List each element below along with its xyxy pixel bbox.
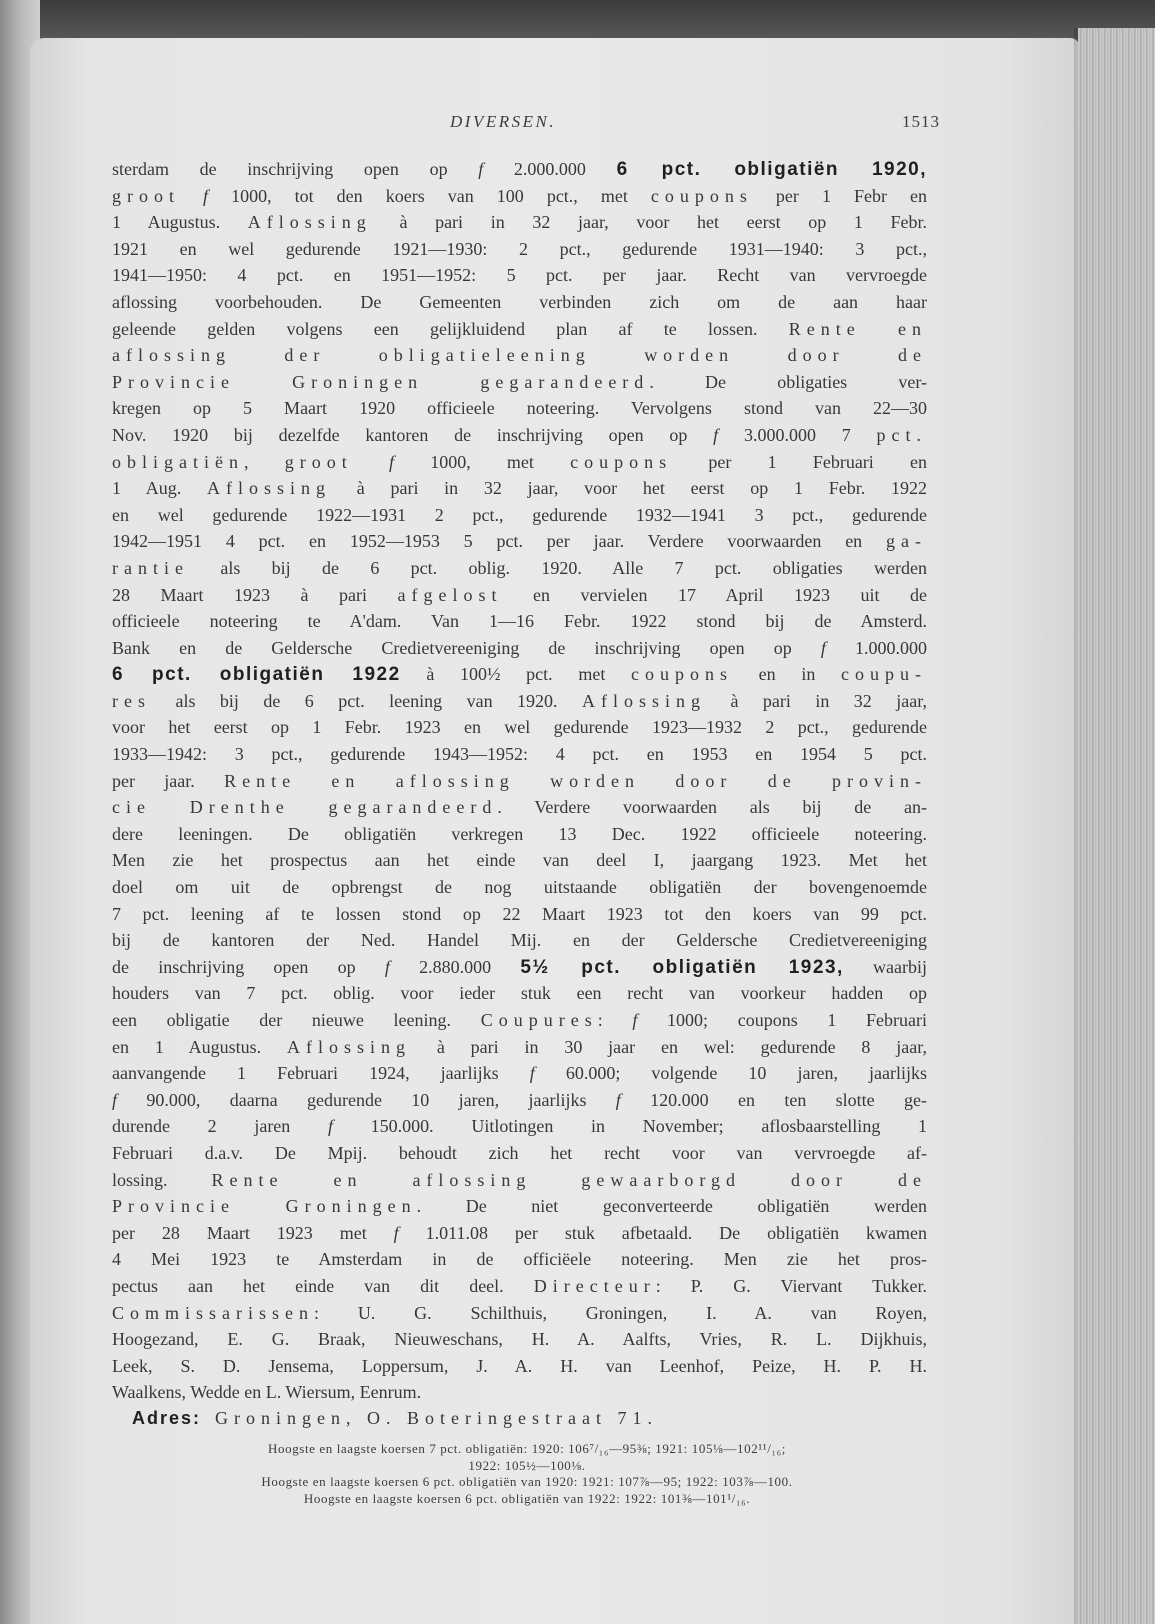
- text-line: [112, 1353, 927, 1380]
- text-segment: en 1 Augustus.: [112, 1036, 288, 1057]
- spaced-emphasis: groot: [284, 451, 353, 472]
- florin-sign: f: [388, 451, 394, 472]
- text-line: [112, 954, 927, 981]
- address-value: Groningen, O. Boteringestraat 71.: [215, 1408, 658, 1428]
- spaced-emphasis: cie Drenthe gegarandeerd: [112, 797, 498, 818]
- spaced-emphasis: coupu-: [841, 664, 927, 685]
- text-line: [112, 1193, 927, 1220]
- text-segment: 150.000. Uitlotingen in November; aflosbaarstelling 1: [333, 1116, 927, 1137]
- spaced-emphasis: Commissarissen: [112, 1302, 315, 1323]
- text-line: [112, 1273, 927, 1300]
- text-line: [112, 582, 927, 609]
- address-label: Adres:: [132, 1408, 202, 1428]
- text-segment: [353, 452, 389, 472]
- text-segment: 1941—1950: 4 pct. en 1951—1952: 5 pct. per jaar. Recht van vervroegde: [112, 265, 927, 286]
- text-line: [112, 874, 927, 901]
- text-segment: 1000, met: [393, 451, 571, 472]
- spaced-emphasis: Directeur: [533, 1275, 656, 1296]
- text-line: [112, 980, 927, 1007]
- text-segment: . Verdere voorwaarden als bij de an-: [497, 797, 928, 818]
- text-line: [112, 794, 927, 821]
- text-segment: Leek, S. D. Jensema, Loppersum, J. A. H. van Leenhof, Peize, H. P. H.: [112, 1355, 927, 1376]
- text-segment: 1000; coupons 1 Februari: [637, 1010, 927, 1030]
- text-segment: . De niet geconverteerde obligatiën werden: [416, 1196, 928, 1217]
- text-line: [112, 1113, 927, 1140]
- address-line: [132, 1405, 932, 1432]
- text-line: [112, 502, 927, 529]
- text-segment: per 28 Maart 1923 met: [112, 1222, 394, 1243]
- text-segment: 120.000 en ten slotte ge-: [620, 1089, 927, 1110]
- spaced-emphasis: Aflossing: [247, 212, 372, 233]
- spaced-emphasis: Aflossing: [582, 690, 707, 711]
- text-line: [112, 475, 927, 502]
- text-line: [112, 1007, 927, 1034]
- text-segment: 1000, tot den koers van 100 pct., met: [208, 185, 651, 206]
- spaced-emphasis: res: [112, 690, 151, 711]
- spaced-emphasis: Provincie Groningen: [112, 1196, 417, 1217]
- footnote-line: Hoogste en laagste koersen 6 pct. obligatiën van 1922: 1922: 101⅜—101¹/₁₆.: [303, 1490, 751, 1506]
- text-segment: waarbij: [843, 956, 927, 977]
- page-number: 1513: [902, 112, 940, 131]
- text-segment: 2.000.000: [483, 159, 617, 179]
- footnote-line: Hoogste en laagste koersen 6 pct. obligatiën van 1920: 1921: 107⅞—95; 1922: 103⅞—100.: [261, 1474, 793, 1489]
- text-line: [112, 289, 927, 316]
- spaced-emphasis: Rente en aflossing worden door de provin-: [224, 770, 927, 791]
- text-segment: 4 Mei 1923 te Amsterdam in de officiëele noteering. Men zie het pros-: [112, 1249, 927, 1270]
- spaced-emphasis: coupons: [650, 185, 753, 206]
- text-segment: 60.000; volgende 10 jaren, jaarlijks: [534, 1063, 928, 1084]
- text-segment: 1921 en wel gedurende 1921—1930: 2 pct., gedurende 1931—1940: 3 pct.,: [112, 238, 927, 259]
- text-segment: à pari in 32 jaar, voor het eerst op 1 Febr.: [371, 212, 927, 233]
- text-line: [112, 183, 927, 210]
- florin-sign: f: [393, 1222, 399, 1243]
- text-segment: dere leeningen. De obligatiën verkregen 13 Dec. 1922 officieele noteering.: [112, 823, 927, 844]
- spaced-emphasis: Rente en: [788, 318, 927, 339]
- spaced-emphasis: obligatiën: [112, 451, 244, 472]
- text-segment: en in: [733, 664, 842, 685]
- text-segment: per jaar.: [112, 770, 225, 791]
- text-segment: kregen op 5 Maart 1920 officieele noteering. Vervolgens stond van 22—30: [112, 398, 927, 419]
- text-line: [112, 342, 927, 369]
- running-head: DIVERSEN.: [450, 112, 557, 131]
- spaced-emphasis: aflossing der obligatieleening worden door de: [112, 345, 927, 366]
- text-segment: bij de kantoren der Ned. Handel Mij. en der Geldersche Credietvereeniging: [112, 930, 927, 951]
- spaced-emphasis: coupons: [570, 451, 673, 472]
- text-segment: per 1 Februari en: [672, 451, 928, 472]
- text-line: [112, 927, 927, 954]
- text-segment: à pari in 32 jaar,: [706, 690, 927, 711]
- text-segment: Februari d.a.v. De Mpij. behoudt zich het recht voor van vervroegde af-: [112, 1142, 927, 1163]
- text-segment: Hoogezand, E. G. Braak, Nieuweschans, H. A. Aalfts, Vries, R. L. Dijkhuis,: [112, 1329, 927, 1350]
- text-segment: Nov. 1920 bij dezelfde kantoren de inschrijving open op: [112, 424, 714, 445]
- text-segment: 28 Maart 1923 à pari: [112, 584, 398, 605]
- text-segment: voor het eerst op 1 Febr. 1923 en wel gedurende 1923—1932 2 pct., gedurende: [112, 717, 927, 738]
- text-segment: sterdam de inschrijving open op: [112, 159, 479, 179]
- text-line: [112, 1060, 927, 1087]
- florin-sign: f: [384, 956, 390, 977]
- text-line: [112, 555, 927, 582]
- text-segment: Waalkens, Wedde en L. Wiersum, Eenrum.: [112, 1382, 422, 1403]
- text-segment: en wel gedurende 1922—1931 2 pct., gedurende 1932—1941 3 pct., gedurende: [112, 504, 927, 525]
- text-segment: à pari in 30 jaar en wel: gedurende 8 jaar,: [411, 1036, 927, 1057]
- text-segment: 1.000.000: [825, 637, 927, 658]
- text-segment: 1942—1951 4 pct. en 1952—1953 5 pct. per jaar. Verdere voorwaarden en: [112, 531, 887, 552]
- text-segment: geleende gelden volgens een gelijkluidend plan af te lossen.: [112, 318, 789, 339]
- text-segment: en vervielen 17 April 1923 uit de: [502, 584, 927, 605]
- text-segment: 1 Augustus.: [112, 212, 248, 233]
- text-line: [112, 209, 927, 236]
- text-line: [112, 741, 927, 768]
- text-segment: à 100½ pct. met: [400, 664, 632, 685]
- text-line: [112, 156, 927, 183]
- text-segment: Bank en de Geldersche Credietvereeniging de inschrijving open op: [112, 637, 821, 658]
- text-segment: als bij de 6 pct. leening van 1920.: [151, 690, 582, 711]
- text-segment: 3.000.000 7: [718, 424, 877, 445]
- text-segment: : P. G. Viervant Tukker.: [655, 1275, 927, 1296]
- florin-sign: f: [713, 424, 719, 445]
- book-page-edges: [1078, 28, 1155, 1624]
- text-line: [112, 1246, 927, 1273]
- text-line: [112, 1379, 927, 1406]
- florin-sign: f: [478, 159, 484, 179]
- text-line: [112, 688, 927, 715]
- spaced-emphasis: Coupures: [480, 1010, 598, 1030]
- text-segment: durende 2 jaren: [112, 1116, 328, 1137]
- spaced-emphasis: ga-: [886, 531, 927, 552]
- spaced-emphasis: Provincie Groningen gegarandeerd: [112, 371, 650, 392]
- text-segment: 1 Aug.: [112, 478, 207, 499]
- text-segment: doel om uit de opbrengst de nog uitstaande obligatiën der bovengenoemde: [112, 877, 927, 898]
- spaced-emphasis: coupons: [631, 664, 734, 685]
- text-segment: aanvangende 1 Februari 1924, jaarlijks: [112, 1063, 530, 1084]
- footnotes: [112, 1441, 942, 1507]
- text-line: [112, 1326, 927, 1353]
- text-line: [112, 316, 927, 343]
- text-line: [112, 847, 927, 874]
- text-segment: à pari in 32 jaar, voor het eerst op 1 Febr. 1922: [331, 478, 927, 499]
- spaced-emphasis: pct.: [876, 424, 928, 445]
- florin-sign: f: [327, 1116, 333, 1137]
- spaced-emphasis: rantie: [112, 557, 189, 578]
- text-segment: :: [597, 1010, 633, 1030]
- text-line: [112, 608, 927, 635]
- bold-heading: 5½ pct. obligatiën 1923,: [520, 956, 844, 978]
- footnote-line: Hoogste en laagste koersen 7 pct. obligatiën: 1920: 106⁷/₁₆—95⅜; 1921: 105⅛—102¹¹/₁₆;: [268, 1441, 786, 1456]
- text-line: [112, 236, 927, 263]
- text-segment: 7 pct. leening af te lossen stond op 22 Maart 1923 tot den koers van 99 pct.: [112, 903, 927, 924]
- text-segment: ,: [243, 451, 285, 472]
- text-segment: pectus aan het einde van dit deel.: [112, 1275, 534, 1296]
- text-line: [112, 1140, 927, 1167]
- text-line: [112, 1034, 927, 1061]
- text-segment: per 1 Febr en: [752, 185, 928, 206]
- text-segment: houders van 7 pct. oblig. voor ieder stuk een recht van voorkeur hadden op: [112, 983, 927, 1004]
- text-segment: Men zie het prospectus aan het einde van deel I, jaargang 1923. Met het: [112, 850, 927, 871]
- text-segment: lossing.: [112, 1169, 212, 1190]
- text-line: [112, 395, 927, 422]
- text-segment: . De obligaties ver-: [649, 371, 928, 392]
- text-segment: officieele noteering te A'dam. Van 1—16 Febr. 1922 stond bij de Amsterd.: [112, 611, 927, 632]
- text-segment: een obligatie der nieuwe leening.: [112, 1010, 481, 1030]
- spaced-emphasis: afgelost: [397, 584, 503, 605]
- florin-sign: f: [203, 185, 209, 206]
- text-line: [112, 821, 927, 848]
- text-line: [112, 768, 927, 795]
- text-line: [112, 714, 927, 741]
- page-header: [0, 112, 1155, 140]
- text-line: [112, 449, 927, 476]
- text-line: [112, 635, 927, 662]
- text-segment: [180, 186, 203, 206]
- footnote-line: 1922: 105½—100⅛.: [468, 1457, 586, 1473]
- text-segment: aflossing voorbehouden. De Gemeenten verbinden zich om de aan haar: [112, 291, 927, 312]
- spaced-emphasis: Rente en aflossing gewaarborgd door de: [211, 1169, 927, 1190]
- bold-heading: 6 pct. obligatiën 1920,: [616, 159, 928, 180]
- florin-sign: f: [820, 637, 826, 658]
- text-line: [112, 528, 927, 555]
- florin-sign: f: [112, 1089, 118, 1110]
- text-segment: de inschrijving open op: [112, 956, 385, 977]
- text-line: [112, 661, 927, 688]
- text-line: [112, 1087, 927, 1114]
- florin-sign: f: [615, 1089, 621, 1110]
- spaced-emphasis: Aflossing: [287, 1036, 412, 1057]
- text-line: [112, 1220, 927, 1247]
- bold-heading: 6 pct. obligatiën 1922: [112, 664, 401, 686]
- text-segment: : U. G. Schilthuis, Groningen, I. A. van Royen,: [314, 1302, 927, 1323]
- spaced-emphasis: Aflossing: [206, 478, 331, 499]
- text-line: [112, 1167, 927, 1194]
- text-segment: 2.880.000: [389, 956, 521, 977]
- body-text: [112, 156, 927, 1406]
- text-segment: 1933—1942: 3 pct., gedurende 1943—1952: 4 pct. en 1953 en 1954 5 pct.: [112, 744, 927, 765]
- spaced-emphasis: groot: [112, 185, 180, 206]
- florin-sign: f: [632, 1010, 638, 1030]
- text-line: [112, 422, 927, 449]
- text-line: [112, 901, 927, 928]
- text-line: [112, 369, 927, 396]
- text-line: [112, 1300, 927, 1327]
- text-segment: 90.000, daarna gedurende 10 jaren, jaarlijks: [117, 1089, 616, 1110]
- text-segment: 1.011.08 per stuk afbetaald. De obligatiën kwamen: [398, 1222, 928, 1243]
- florin-sign: f: [529, 1063, 535, 1084]
- text-line: [112, 262, 927, 289]
- text-segment: als bij de 6 pct. oblig. 1920. Alle 7 pct. obligaties werden: [188, 557, 927, 578]
